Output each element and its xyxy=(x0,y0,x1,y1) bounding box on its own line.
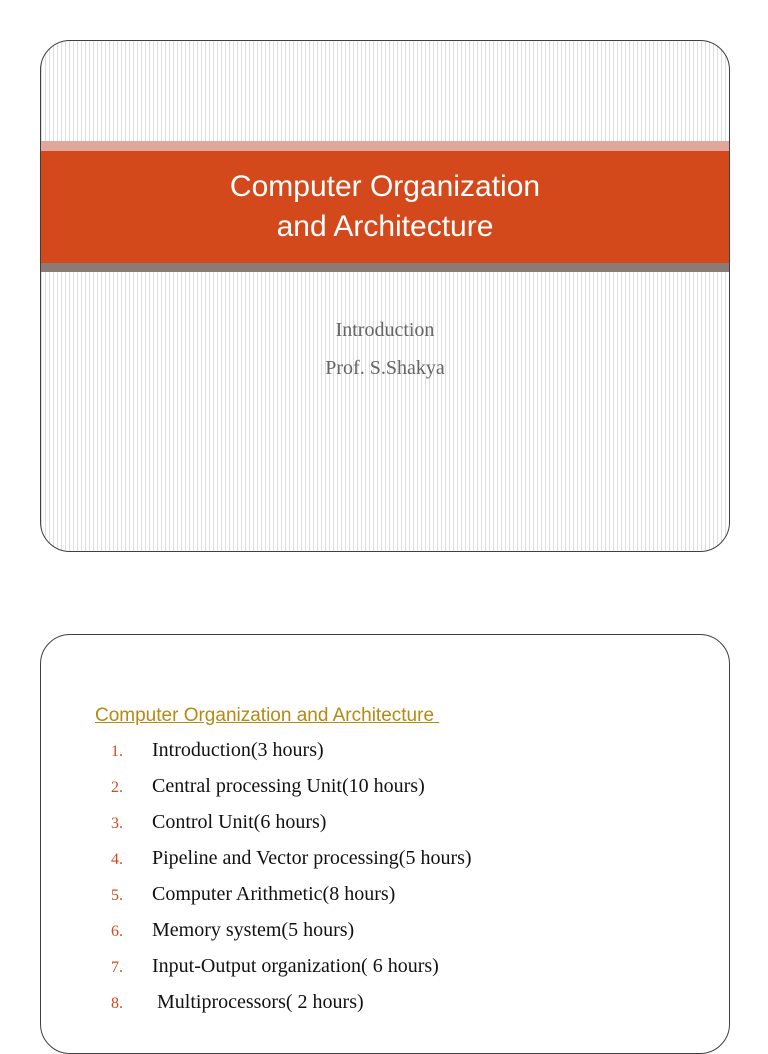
outline-heading: Computer Organization and Architecture xyxy=(95,705,440,726)
outline-item-text: Pipeline and Vector processing(5 hours) xyxy=(152,847,472,869)
outline-list xyxy=(111,739,472,1027)
slide-title xyxy=(230,167,540,247)
title-band-top xyxy=(41,141,729,151)
outline-item-number: 8. xyxy=(111,995,123,1012)
outline-item-text: Computer Arithmetic(8 hours) xyxy=(152,883,396,905)
outline-item xyxy=(111,955,472,991)
outline-item-text: Control Unit(6 hours) xyxy=(152,811,327,833)
subtitle-topic: Introduction xyxy=(335,319,435,341)
title-line-1: Computer Organization xyxy=(229,170,541,203)
outline-item-number: 1. xyxy=(111,743,123,760)
outline-item xyxy=(111,775,472,811)
outline-item xyxy=(111,883,472,919)
subtitle-author: Prof. S.Shakya xyxy=(325,357,445,379)
slide-subtitle xyxy=(41,311,729,387)
outline-item-number: 3. xyxy=(111,815,123,832)
outline-item xyxy=(111,739,472,775)
outline-item xyxy=(111,811,472,847)
outline-item-text: Input-Output organization( 6 hours) xyxy=(152,955,439,977)
outline-slide xyxy=(40,634,730,1054)
outline-item-number: 7. xyxy=(111,959,123,976)
outline-item-text: Introduction(3 hours) xyxy=(152,739,324,761)
outline-item-text: Multiprocessors( 2 hours) xyxy=(152,991,364,1013)
outline-item xyxy=(111,847,472,883)
title-slide xyxy=(40,40,730,552)
outline-item-text: Central processing Unit(10 hours) xyxy=(152,775,425,797)
outline-item-number: 6. xyxy=(111,923,123,940)
outline-item-number: 2. xyxy=(111,779,123,796)
outline-item-text: Memory system(5 hours) xyxy=(152,919,355,941)
title-band xyxy=(41,151,729,263)
outline-item xyxy=(111,991,472,1027)
title-line-2: and Architecture xyxy=(276,210,494,243)
outline-item-number: 4. xyxy=(111,851,123,868)
outline-item-number: 5. xyxy=(111,887,123,904)
outline-item xyxy=(111,919,472,955)
title-band-bottom xyxy=(41,263,729,272)
